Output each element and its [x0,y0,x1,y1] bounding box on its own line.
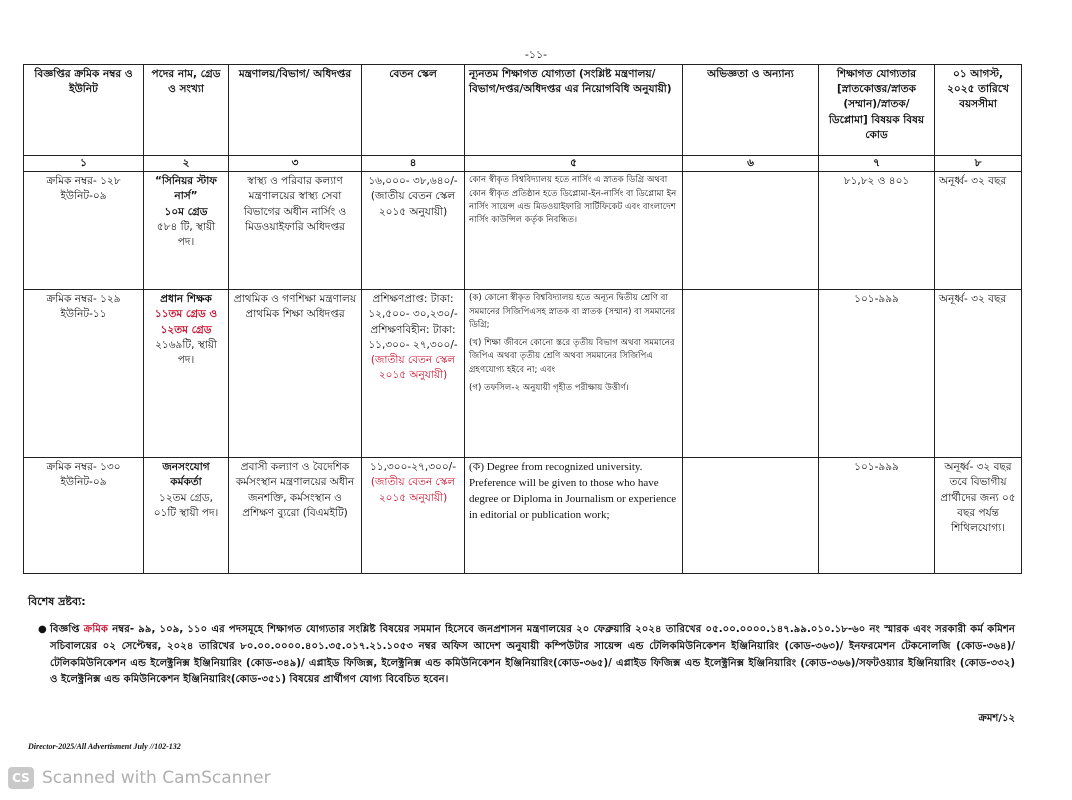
header-qualification: ন্যূনতম শিক্ষাগত যোগ্যতা (সংশ্লিষ্ট মন্ত্রণালয়/বিভাগ/দপ্তর/অধিদপ্তর এর নিয়োগবিধি অনুযায়ী) [465,65,683,156]
header-subject-code: শিক্ষাগত যোগ্যতার [স্নাতকোত্তর/স্নাতক (সম্মান)/স্নাতক/ ডিপ্লোমা] বিষয়ক বিষয় কোড [819,65,935,156]
post-grade: ১১তম গ্রেড ও ১২তম গ্রেড [154,308,218,336]
age-limit-cell: অনূর্ধ্ব- ৩২ বছর তবে বিভাগীয় প্রার্থীদের জন্য ০৫ বছর পর্যন্ত শিথিলযোগ্য। [935,458,1022,574]
column-number: ৭ [819,156,935,172]
pay-scale-cell [362,458,465,574]
header-age-limit: ০১ আগস্ট, ২০২৫ তারিখে বয়সসীমা [935,65,1022,156]
ministry-cell: প্রাথমিক ও গণশিক্ষা মন্ত্রণালয় প্রাথমিক শিক্ষা অধিদপ্তর [229,290,362,458]
column-number: ৮ [935,156,1022,172]
header-experience: অভিজ্ঞতা ও অন্যান্য [683,65,819,156]
column-number: ৪ [362,156,465,172]
pay-scale-trained: প্রশিক্ষণপ্রাপ্ত: টাকা: ১২,৫০০- ৩০,২৩০/- [368,293,458,321]
special-note-text [50,622,1015,689]
experience-cell [683,458,819,574]
serial-cell: ক্রমিক নম্বর- ১২৯ ইউনিট-১১ [24,290,144,458]
table-row [24,172,1022,290]
footer-reference: Director-2025/All Advertisment July //102-132 [28,742,181,751]
column-number: ২ [144,156,229,172]
pay-scale-cell [362,290,465,458]
special-note-highlight: ক্রমিক [83,624,109,635]
special-note-prefix: বিজ্ঞপ্তি [50,624,80,635]
age-limit-cell: অনূর্ধ্ব- ৩২ বছর [935,172,1022,290]
post-count: ০১টি স্থায়ী পদ। [153,506,219,519]
column-number: ৫ [465,156,683,172]
pay-scale-cell: ১৬,০০০- ৩৮,৬৪০/- (জাতীয় বেতন স্কেল ২০১৫ অনুযায়ী) [362,172,465,290]
ministry-cell: স্বাস্থ্য ও পরিবার কল্যাণ মন্ত্রণালয়ের স্বাস্থ্য সেবা বিভাগের অধীন নার্সিং ও মিডওয়াইফারি অধিদপ্তর [229,172,362,290]
post-name: “সিনিয়র স্টাফ নার্স” [155,175,217,203]
table-row [24,290,1022,458]
qualification-cell [465,290,683,458]
column-number: ৩ [229,156,362,172]
experience-cell [683,290,819,458]
column-number: ১ [24,156,144,172]
table-row [24,458,1022,574]
post-count: ২১৬৯টি, স্থায়ী পদ। [155,338,217,367]
header-ministry: মন্ত্রণালয়/বিভাগ/ অধিদপ্তর [229,65,362,156]
qualification-cell: (ক) Degree from recognized university. Preference will be given to those who have degree or Diploma in Journalism or experience in editorial or publication work; [465,458,683,574]
bullet-icon: ● [38,624,47,635]
age-limit-cell: অনূর্ধ্ব- ৩২ বছর [935,290,1022,458]
qualification-item: (ক) কোনো স্বীকৃত বিশ্ববিদ্যালয় হতে অন্যূন দ্বিতীয় শ্রেণি বা সমমানের সিজিপিএসহ স্নাতক বা স্নাতক (সম্মান) বা সমমানের ডিগ্রি; [469,293,676,330]
subject-code-cell: ১০১-৯৯৯ [819,458,935,574]
pay-scale-note: (জাতীয় বেতন স্কেল ২০১৫ অনুযায়ী) [370,354,456,382]
header-post: পদের নাম, গ্রেড ও সংখ্যা [144,65,229,156]
post-cell [144,290,229,458]
serial-cell: ক্রমিক নম্বর- ১৩০ ইউনিট-০৯ [24,458,144,574]
subject-code-cell: ৮১,৮২ ও ৪০১ [819,172,935,290]
pay-scale-untrained: প্রশিক্ষণবিহীন: টাকা: ১১,৩০০- ২৭,৩০০/- [368,323,458,351]
post-cell [144,458,229,574]
page-number: -১১- [524,48,548,61]
ministry-cell: প্রবাসী কল্যাণ ও বৈদেশিক কর্মসংস্থান মন্ত্রণালয়ের অধীন জনশক্তি, কর্মসংস্থান ও প্রশিক্ষণ ব্যুরো (বিএমইটি) [229,458,362,574]
camscanner-logo-icon: CS [8,767,34,789]
qualification-item: (গ) তফসিল-২ অনুযায়ী গৃহীত পরীক্ষায় উত্তীর্ণ। [469,383,629,394]
column-number: ৬ [683,156,819,172]
post-name: প্রধান শিক্ষক [160,293,212,306]
table-header-row [24,65,1022,156]
column-number-row [24,156,1022,172]
experience-cell [683,172,819,290]
header-pay-scale: বেতন স্কেল [362,65,465,156]
qualification-item: (খ) শিক্ষা জীবনে কোনো স্তরে তৃতীয় বিভাগ অথবা সমমানের জিপিএ অথবা তৃতীয় শ্রেণি অথবা সমমানের সিজিপিএ গ্রহণযোগ্য হইবে না; এবং [469,338,675,375]
post-grade: ১২তম গ্রেড, [159,491,213,504]
watermark-text: Scanned with CamScanner [42,768,271,788]
scanner-watermark [8,765,271,791]
continued-label: ক্রমশ/১২ [978,713,1015,724]
post-grade: ১০ম গ্রেড [164,205,208,218]
header-serial: বিজ্ঞপ্তির ক্রমিক নম্বর ও ইউনিট [24,65,144,156]
post-cell [144,172,229,290]
subject-code-cell: ১০১-৯৯৯ [819,290,935,458]
pay-scale-note: (জাতীয় বেতন স্কেল ২০১৫ অনুযায়ী) [370,476,456,504]
special-note-title: বিশেষ দ্রষ্টব্য: [28,595,86,608]
vacancy-table [23,64,1022,574]
serial-cell: ক্রমিক নম্বর- ১২৮ ইউনিট-০৯ [24,172,144,290]
pay-scale-value: ১১,৩০০-২৭,৩০০/- [369,461,457,474]
post-count: ৫৮৪ টি, স্থায়ী পদ। [156,220,216,249]
post-name: জনসংযোগ কর্মকর্তা [162,461,210,489]
qualification-cell: কোন স্বীকৃত বিশ্ববিদ্যালয় হতে নার্সিং এ স্নাতক ডিগ্রি অথবা কোন স্বীকৃত প্রতিষ্ঠান হতে ডিপ্লোমা-ইন-নার্সিং বা ডিপ্লোমা ইন নার্সিং সায়েন্স এন্ড মিডওয়াইফারি সার্টিফিকেট এবং বাংলাদেশ নার্সিং কাউন্সিল কর্তৃক নিবন্ধিত। [465,172,683,290]
special-note-body: নম্বর- ৯৯, ১০৯, ১১০ এর পদসমূহে শিক্ষাগত যোগ্যতার সংশ্লিষ্ট বিষয়ের সমমান হিসেবে জনপ্রশাসন মন্ত্রণালয়ের ২০ ফেব্রুয়ারি ২০২৪ তারিখের ০৫.০০.০০০০.১৪৭.৯৯.০১০.১৮-৬০ নং স্মারক এবং সরকারী কর্ম কমিশন সচিবালয়ের ০২ সেপ্টেম্বর, ২০২৪ তারিখের ৮০.০০.০০০০.৪০১.৩৫.০১৭.২১.১০৫৩ নম্বর অফিস আদেশ অনুযায়ী কম্পিউটার সায়েন্স এন্ড টেলিকমিউনিকেশন ইঞ্জিনিয়ারিং (কোড-৩৬৩)/ ইনফরমেশন টেকনোলজি (কোড-৩৬৪)/ টেলিকমিউনিকেশন এন্ড ইলেক্ট্রনিক্স ইঞ্জিনিয়ারিং (কোড-৩৪৯)/ এপ্লাইড ফিজিক্স, ইলেক্ট্রনিক্স এন্ড কমিউনিকেশন ইঞ্জিনিয়ারিং(কোড-৩৬৫)/ এপ্লাইড ফিজিক্স এন্ড ইলেক্ট্রনিক্স ইঞ্জিনিয়ারিং (কোড-৩৬৬)/সফটওয়্যার ইঞ্জিনিয়ারিং (কোড-৩৩২) ও ইলেক্ট্রনিক্স এন্ড কমিউনিকেশন ইঞ্জিনিয়ারিং(কোড-৩৫১) বিষয়ের প্রার্থীগণ যোগ্য বিবেচিত হবেন। [50,624,1016,686]
